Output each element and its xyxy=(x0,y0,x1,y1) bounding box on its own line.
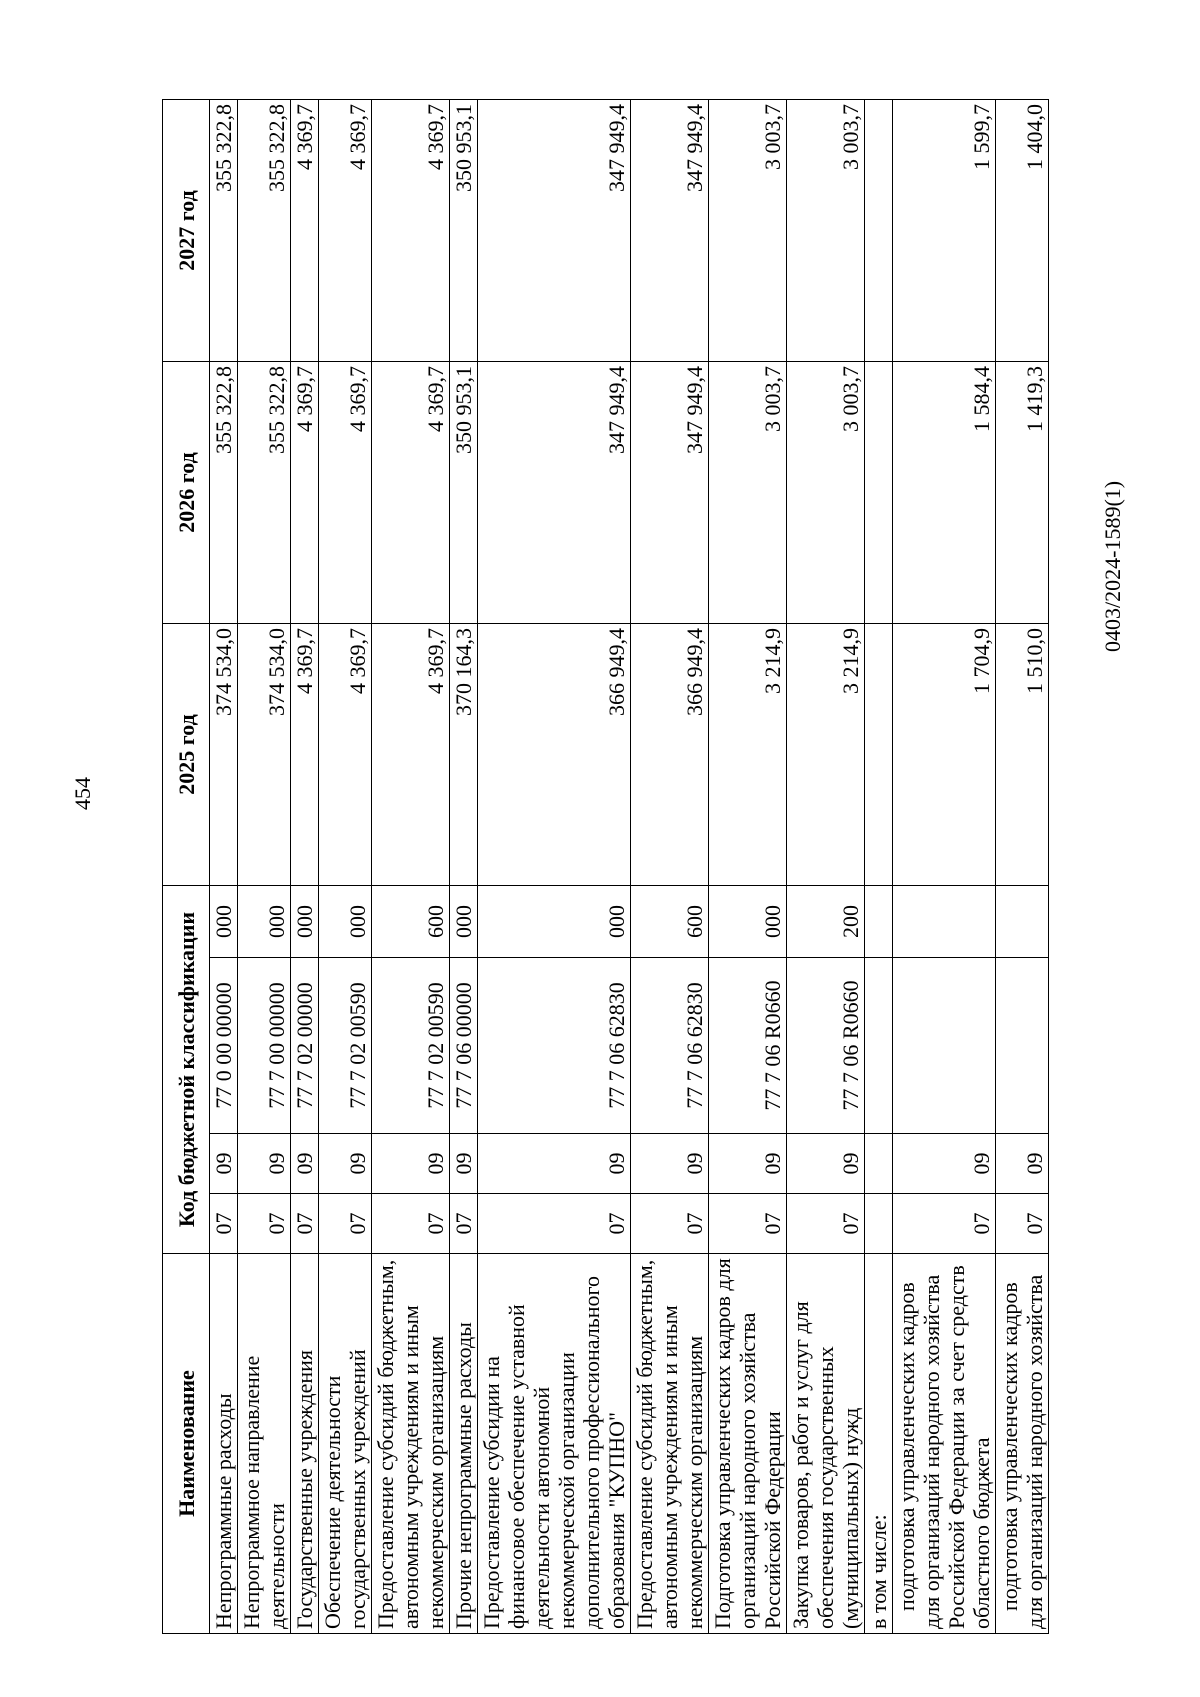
row-value-2025: 1 704,9 xyxy=(893,624,996,886)
row-subsection-code: 09 xyxy=(631,1134,709,1194)
row-value-2026: 350 953,1 xyxy=(450,362,478,624)
row-section-code: 07 xyxy=(787,1194,865,1254)
table-row xyxy=(709,100,787,1634)
row-section-code: 07 xyxy=(996,1194,1049,1254)
row-target-code: 77 7 00 00000 xyxy=(238,958,291,1134)
row-value-2027: 350 953,1 xyxy=(450,100,478,362)
table-row xyxy=(319,100,372,1634)
row-section-code: 07 xyxy=(372,1194,450,1254)
row-name-cell: Государственные учреждения xyxy=(291,1254,319,1634)
row-subsection-code xyxy=(865,1134,893,1194)
budget-table-rotated xyxy=(162,100,1194,1634)
row-value-2027: 1 404,0 xyxy=(996,100,1049,362)
row-subsection-code: 09 xyxy=(787,1134,865,1194)
row-subsection-code: 09 xyxy=(450,1134,478,1194)
row-value-2025: 374 534,0 xyxy=(210,624,238,886)
row-value-2026: 3 003,7 xyxy=(787,362,865,624)
row-target-code: 77 0 00 00000 xyxy=(210,958,238,1134)
row-value-2025: 3 214,9 xyxy=(787,624,865,886)
row-section-code: 07 xyxy=(893,1194,996,1254)
row-name-cell: Предоставление субсидий бюджетным, автономным учреждениям и иным некоммерческим организациям xyxy=(631,1254,709,1634)
row-expense-type-code: 000 xyxy=(319,886,372,958)
header-2027: 2027 год xyxy=(163,100,210,362)
row-value-2026: 355 322,8 xyxy=(210,362,238,624)
row-subsection-code: 09 xyxy=(709,1134,787,1194)
row-name-cell: Предоставление субсидии на финансовое обеспечение уставной деятельности автономной некоммерческой организации дополнительного профессионального образования "КУПНО" xyxy=(478,1254,631,1634)
header-2025: 2025 год xyxy=(163,624,210,886)
row-value-2025: 3 214,9 xyxy=(709,624,787,886)
header-2026: 2026 год xyxy=(163,362,210,624)
table-row xyxy=(996,100,1049,1634)
row-subsection-code: 09 xyxy=(291,1134,319,1194)
row-target-code: 77 7 02 00590 xyxy=(319,958,372,1134)
row-value-2027: 4 369,7 xyxy=(319,100,372,362)
row-target-code: 77 7 06 62830 xyxy=(478,958,631,1134)
row-section-code: 07 xyxy=(478,1194,631,1254)
row-section-code: 07 xyxy=(210,1194,238,1254)
row-expense-type-code: 000 xyxy=(238,886,291,958)
row-value-2027: 1 599,7 xyxy=(893,100,996,362)
row-value-2025: 366 949,4 xyxy=(478,624,631,886)
row-value-2026: 4 369,7 xyxy=(319,362,372,624)
row-value-2027: 355 322,8 xyxy=(238,100,291,362)
row-value-2025: 1 510,0 xyxy=(996,624,1049,886)
row-value-2025: 4 369,7 xyxy=(291,624,319,886)
row-target-code xyxy=(865,958,893,1134)
row-value-2026: 355 322,8 xyxy=(238,362,291,624)
table-row xyxy=(865,100,893,1634)
row-name-cell: подготовка управленческих кадров для организаций народного хозяйства xyxy=(996,1254,1049,1634)
row-section-code: 07 xyxy=(450,1194,478,1254)
table-row xyxy=(210,100,238,1634)
row-value-2027 xyxy=(865,100,893,362)
row-value-2027: 347 949,4 xyxy=(631,100,709,362)
page-number: 454 xyxy=(70,777,95,810)
row-value-2026: 4 369,7 xyxy=(291,362,319,624)
row-name-cell: в том числе: xyxy=(865,1254,893,1634)
row-expense-type-code: 600 xyxy=(631,886,709,958)
row-name-cell: подготовка управленческих кадров для организаций народного хозяйства Российской Федерации за счет средств областного бюджета xyxy=(893,1254,996,1634)
row-subsection-code: 09 xyxy=(372,1134,450,1194)
row-value-2026 xyxy=(865,362,893,624)
table-row xyxy=(893,100,996,1634)
row-value-2027: 347 949,4 xyxy=(478,100,631,362)
row-target-code: 77 7 02 00590 xyxy=(372,958,450,1134)
row-value-2025 xyxy=(865,624,893,886)
row-section-code: 07 xyxy=(291,1194,319,1254)
row-target-code xyxy=(893,958,996,1134)
row-target-code: 77 7 02 00000 xyxy=(291,958,319,1134)
row-subsection-code: 09 xyxy=(996,1134,1049,1194)
row-value-2025: 370 164,3 xyxy=(450,624,478,886)
row-subsection-code: 09 xyxy=(319,1134,372,1194)
row-name-cell: Непрограммное направление деятельности xyxy=(238,1254,291,1634)
table-row xyxy=(450,100,478,1634)
row-value-2025: 4 369,7 xyxy=(372,624,450,886)
table-row xyxy=(238,100,291,1634)
row-name-cell: Непрограммные расходы xyxy=(210,1254,238,1634)
row-value-2026: 4 369,7 xyxy=(372,362,450,624)
table-row xyxy=(372,100,450,1634)
row-section-code: 07 xyxy=(319,1194,372,1254)
row-value-2025: 374 534,0 xyxy=(238,624,291,886)
header-code: Код бюджетной классификации xyxy=(163,886,210,1254)
row-value-2027: 4 369,7 xyxy=(291,100,319,362)
row-value-2026: 1 584,4 xyxy=(893,362,996,624)
row-name-cell: Обеспечение деятельности государственных учреждений xyxy=(319,1254,372,1634)
row-name-cell: Предоставление субсидий бюджетным, автономным учреждениям и иным некоммерческим организациям xyxy=(372,1254,450,1634)
row-section-code xyxy=(865,1194,893,1254)
row-target-code xyxy=(996,958,1049,1134)
row-target-code: 77 7 06 R0660 xyxy=(709,958,787,1134)
row-expense-type-code xyxy=(893,886,996,958)
row-value-2026: 347 949,4 xyxy=(478,362,631,624)
row-value-2026: 3 003,7 xyxy=(709,362,787,624)
row-target-code: 77 7 06 00000 xyxy=(450,958,478,1134)
row-value-2027: 355 322,8 xyxy=(210,100,238,362)
row-name-cell: Подготовка управленческих кадров для организаций народного хозяйства Российской Федерации xyxy=(709,1254,787,1634)
table-row xyxy=(478,100,631,1634)
row-target-code: 77 7 06 62830 xyxy=(631,958,709,1134)
row-value-2027: 3 003,7 xyxy=(709,100,787,362)
row-name-cell: Закупка товаров, работ и услуг для обеспечения государственных (муниципальных) нужд xyxy=(787,1254,865,1634)
row-value-2026: 347 949,4 xyxy=(631,362,709,624)
row-name-cell: Прочие непрограммные расходы xyxy=(450,1254,478,1634)
table-row xyxy=(291,100,319,1634)
row-value-2025: 4 369,7 xyxy=(319,624,372,886)
row-expense-type-code: 000 xyxy=(709,886,787,958)
row-section-code: 07 xyxy=(631,1194,709,1254)
row-expense-type-code: 000 xyxy=(450,886,478,958)
row-section-code: 07 xyxy=(238,1194,291,1254)
table-row xyxy=(787,100,865,1634)
row-subsection-code: 09 xyxy=(238,1134,291,1194)
row-subsection-code: 09 xyxy=(893,1134,996,1194)
row-expense-type-code xyxy=(996,886,1049,958)
document-code: 0403/2024-1589(1) xyxy=(1100,480,1125,652)
row-section-code: 07 xyxy=(709,1194,787,1254)
row-expense-type-code: 600 xyxy=(372,886,450,958)
row-expense-type-code: 200 xyxy=(787,886,865,958)
row-value-2025: 366 949,4 xyxy=(631,624,709,886)
header-name: Наименование xyxy=(163,1254,210,1634)
row-subsection-code: 09 xyxy=(478,1134,631,1194)
row-value-2027: 4 369,7 xyxy=(372,100,450,362)
row-subsection-code: 09 xyxy=(210,1134,238,1194)
row-value-2027: 3 003,7 xyxy=(787,100,865,362)
row-expense-type-code: 000 xyxy=(210,886,238,958)
row-target-code: 77 7 06 R0660 xyxy=(787,958,865,1134)
row-value-2026: 1 419,3 xyxy=(996,362,1049,624)
budget-table xyxy=(162,99,1049,1634)
row-expense-type-code xyxy=(865,886,893,958)
table-row xyxy=(631,100,709,1634)
row-expense-type-code: 000 xyxy=(478,886,631,958)
table-header-row xyxy=(163,100,210,1634)
row-expense-type-code: 000 xyxy=(291,886,319,958)
